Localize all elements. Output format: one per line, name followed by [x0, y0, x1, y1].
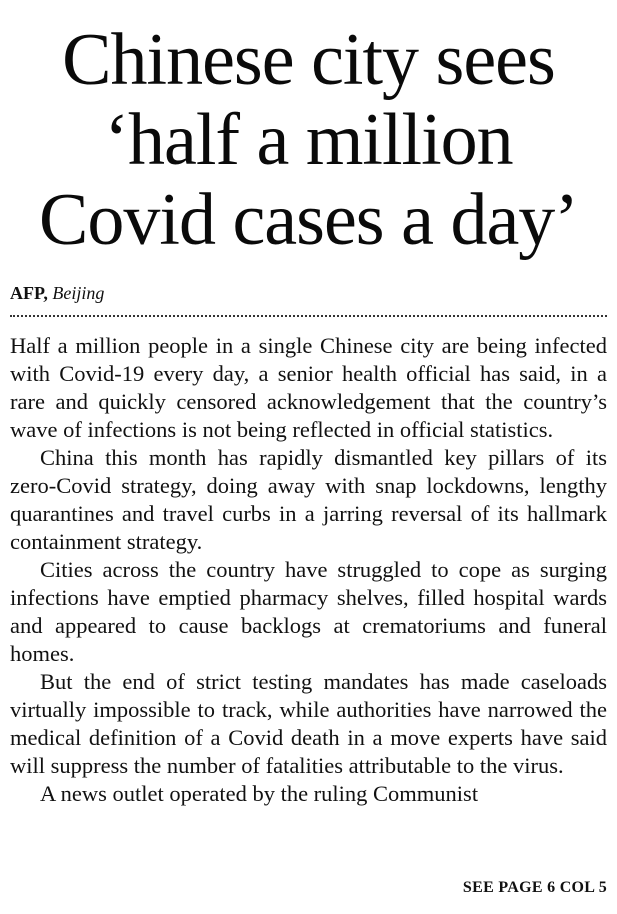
byline-location: Beijing	[52, 283, 105, 303]
paragraph-3: Cities across the country have struggled to cope as surging infections have emptied pharmacy shelves, filled hospital wards and appeared to cause backlogs at crematoriums and funeral homes.	[10, 557, 607, 666]
byline	[10, 282, 104, 304]
headline-line-1: Chinese city sees	[62, 19, 555, 101]
headline	[0, 20, 617, 260]
paragraph-2: China this month has rapidly dismantled key pillars of its zero-Covid strategy, doing away with snap lockdowns, lengthy quarantines and travel curbs in a jarring reversal of its hallmark containment strategy.	[10, 445, 607, 554]
headline-line-3: Covid cases a day’	[39, 179, 578, 261]
byline-agency: AFP,	[10, 283, 48, 303]
paragraph-1: Half a million people in a single Chinese city are being infected with Covid-19 every day, a senior health official has said, in a rare and quickly censored acknowledgement that the country’s wave of infections is not being reflected in official statistics.	[10, 333, 607, 442]
paragraph-5: A news outlet operated by the ruling Communist	[40, 781, 479, 806]
article-body	[10, 332, 607, 808]
paragraph-4: But the end of strict testing mandates has made caseloads virtually impossible to track, while authorities have narrowed the medical definition of a Covid death in a move experts have said will suppress the number of fatalities attributable to the virus.	[10, 669, 607, 778]
continuation-note: SEE PAGE 6 COL 5	[462, 879, 607, 896]
headline-line-2: ‘half a million	[104, 99, 513, 181]
dotted-divider	[10, 315, 607, 317]
